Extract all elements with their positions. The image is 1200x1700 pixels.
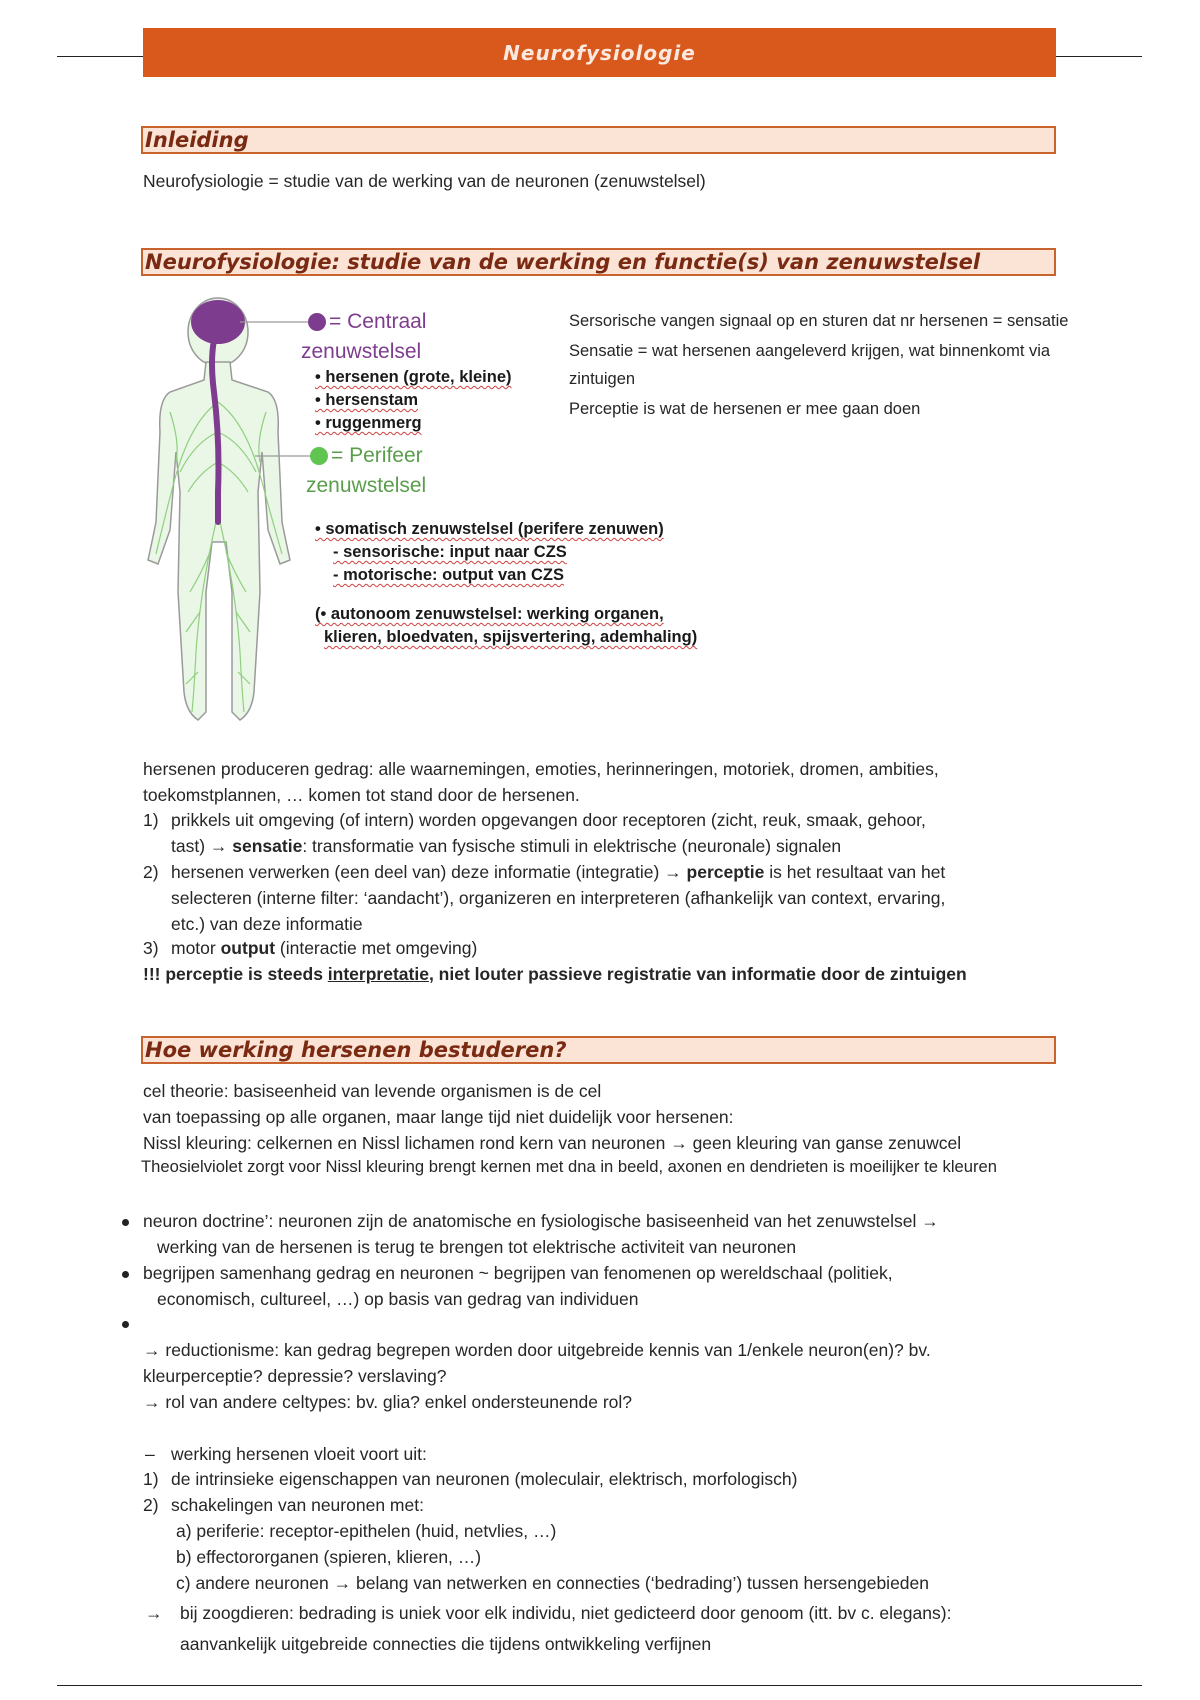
werking-2-line: schakelingen van neuronen met: bbox=[171, 1495, 424, 1515]
sensatie-note-3: zintuigen bbox=[569, 370, 636, 388]
top-rule-left bbox=[57, 56, 143, 57]
zoogdieren-arrow: → bbox=[145, 1603, 163, 1623]
samenhang-line-1: begrijpen samenhang gedrag en neuronen ~ begrijpen van fenomenen op wereldschaal (politiek, bbox=[143, 1263, 893, 1283]
sensatie-note-1: Sersorische vangen signaal op en sturen dat nr hersenen = sensatie bbox=[569, 312, 1069, 330]
perceptie-remark: !!! perceptie is steeds interpretatie, niet louter passieve registratie van informatie door de zintuigen bbox=[143, 964, 967, 984]
bullet-dot-empty bbox=[122, 1321, 129, 1328]
item-1-line-1: prikkels uit omgeving (of intern) worden opgevangen door receptoren (zicht, reuk, smaak, gehoor, bbox=[171, 810, 926, 830]
autonoom-line-2: klieren, bloedvaten, spijsvertering, ademhaling) bbox=[324, 628, 698, 646]
sensatie-note-2: Sensatie = wat hersenen aangeleverd krijgen, wat binnenkomt via bbox=[569, 342, 1051, 360]
item-2-line-1: hersenen verwerken (een deel van) deze informatie (integratie) → perceptie is het resultaat van het bbox=[171, 862, 946, 882]
item-3-line: motor output (interactie met omgeving) bbox=[171, 938, 478, 958]
glia-line: → rol van andere celtypes: bv. glia? enkel ondersteunende rol? bbox=[143, 1392, 633, 1412]
item-1-line-2: tast) → sensatie: transformatie van fysische stimuli in elektrische (neuronale) signalen bbox=[171, 836, 842, 856]
item-1-number: 1) bbox=[143, 810, 159, 830]
werking-1-number: 1) bbox=[143, 1469, 159, 1489]
top-rule-right bbox=[1056, 56, 1142, 57]
werking-line: werking hersenen vloeit voort uit: bbox=[171, 1444, 427, 1464]
czs-marker-dot bbox=[308, 313, 326, 331]
inleiding-definition: Neurofysiologie = studie van de werking van de neuronen (zenuwstelsel) bbox=[143, 171, 706, 191]
intro-line-2: toekomstplannen, … komen tot stand door de hersenen. bbox=[143, 785, 580, 805]
czs-label: = Centraal bbox=[329, 310, 427, 333]
schakeling-a: a) periferie: receptor-epithelen (huid, netvlies, …) bbox=[176, 1521, 557, 1541]
reductionisme-line-2: kleurperceptie? depressie? verslaving? bbox=[143, 1366, 447, 1386]
cel-theorie-line: cel theorie: basiseenheid van levende organismen is de cel bbox=[143, 1081, 602, 1101]
zoogdieren-line-1: bij zoogdieren: bedrading is uniek voor elk individu, niet gedicteerd door genoom (itt. bv c. elegans): bbox=[180, 1603, 952, 1623]
werking-2-number: 2) bbox=[143, 1495, 159, 1515]
item-2-line-2: selecteren (interne filter: ‘aandacht’), organizeren en interpreteren (afhankelijk van context, ervaring, bbox=[171, 888, 946, 908]
intro-line-1: hersenen produceren gedrag: alle waarnemingen, emoties, herinneringen, motoriek, dromen, ambities, bbox=[143, 759, 939, 779]
theosielviolet-line: Theosielviolet zorgt voor Nissl kleuring brengt kernen met dna in beeld, axonen en dendrieten is moeilijker te kleuren bbox=[141, 1157, 997, 1176]
pzs-marker-dot bbox=[310, 447, 328, 465]
schakeling-b: b) effectororganen (spieren, klieren, …) bbox=[176, 1547, 482, 1567]
czs-item-hersenstam: • hersenstam bbox=[315, 391, 418, 409]
zoogdieren-line-2: aanvankelijk uitgebreide connecties die tijdens ontwikkeling verfijnen bbox=[180, 1634, 712, 1654]
czs-item-hersenen: • hersenen (grote, kleine) bbox=[315, 368, 512, 386]
heading-inleiding: Inleiding bbox=[141, 126, 1056, 154]
werking-dash: – bbox=[145, 1444, 155, 1464]
item-2-number: 2) bbox=[143, 862, 159, 882]
item-2-line-3: etc.) van deze informatie bbox=[171, 914, 363, 934]
bullet-dot bbox=[122, 1271, 129, 1278]
pzs-item-motorisch: - motorische: output van CZS bbox=[333, 566, 564, 584]
perceptie-note: Perceptie is wat de hersenen er mee gaan doen bbox=[569, 400, 921, 418]
czs-item-ruggenmerg: • ruggenmerg bbox=[315, 414, 422, 432]
pzs-label-2: zenuwstelsel bbox=[306, 474, 427, 497]
neuron-doctrine-line-2: werking van de hersenen is terug te brengen tot elektrische activiteit van neuronen bbox=[157, 1237, 797, 1257]
werking-1-line: de intrinsieke eigenschappen van neuronen (moleculair, elektrisch, morfologisch) bbox=[171, 1469, 798, 1489]
pzs-label: = Perifeer bbox=[331, 444, 423, 467]
samenhang-line-2: economisch, cultureel, …) op basis van gedrag van individuen bbox=[157, 1289, 639, 1309]
pzs-item-somatisch: • somatisch zenuwstelsel (perifere zenuwen) bbox=[315, 520, 664, 538]
autonoom-line-1: (• autonoom zenuwstelsel: werking organen, bbox=[315, 605, 664, 623]
heading-studie: Neurofysiologie: studie van de werking en functie(s) van zenuwstelsel bbox=[141, 248, 1056, 276]
item-3-number: 3) bbox=[143, 938, 159, 958]
schakeling-c: c) andere neuronen → belang van netwerken en connecties (‘bedrading’) tussen hersengebieden bbox=[176, 1573, 930, 1593]
bullet-dot bbox=[122, 1219, 129, 1226]
toepassing-line: van toepassing op alle organen, maar lange tijd niet duidelijk voor hersenen: bbox=[143, 1107, 734, 1127]
reductionisme-line-1: → reductionisme: kan gedrag begrepen worden door uitgebreide kennis van 1/enkele neuron(en)? bv. bbox=[143, 1340, 931, 1360]
heading-bestuderen: Hoe werking hersenen bestuderen? bbox=[141, 1036, 1056, 1064]
nissl-line: Nissl kleuring: celkernen en Nissl lichamen rond kern van neuronen → geen kleuring van ganse zenuwcel bbox=[143, 1133, 962, 1153]
pzs-item-sensorisch: - sensorische: input naar CZS bbox=[333, 543, 567, 561]
czs-label-2: zenuwstelsel bbox=[301, 340, 422, 363]
document-title: Neurofysiologie bbox=[143, 28, 1056, 77]
bottom-rule bbox=[57, 1685, 1142, 1686]
neuron-doctrine-line-1: neuron doctrine’: neuronen zijn de anatomische en fysiologische basiseenheid van het zenuwstelsel → bbox=[143, 1211, 939, 1231]
